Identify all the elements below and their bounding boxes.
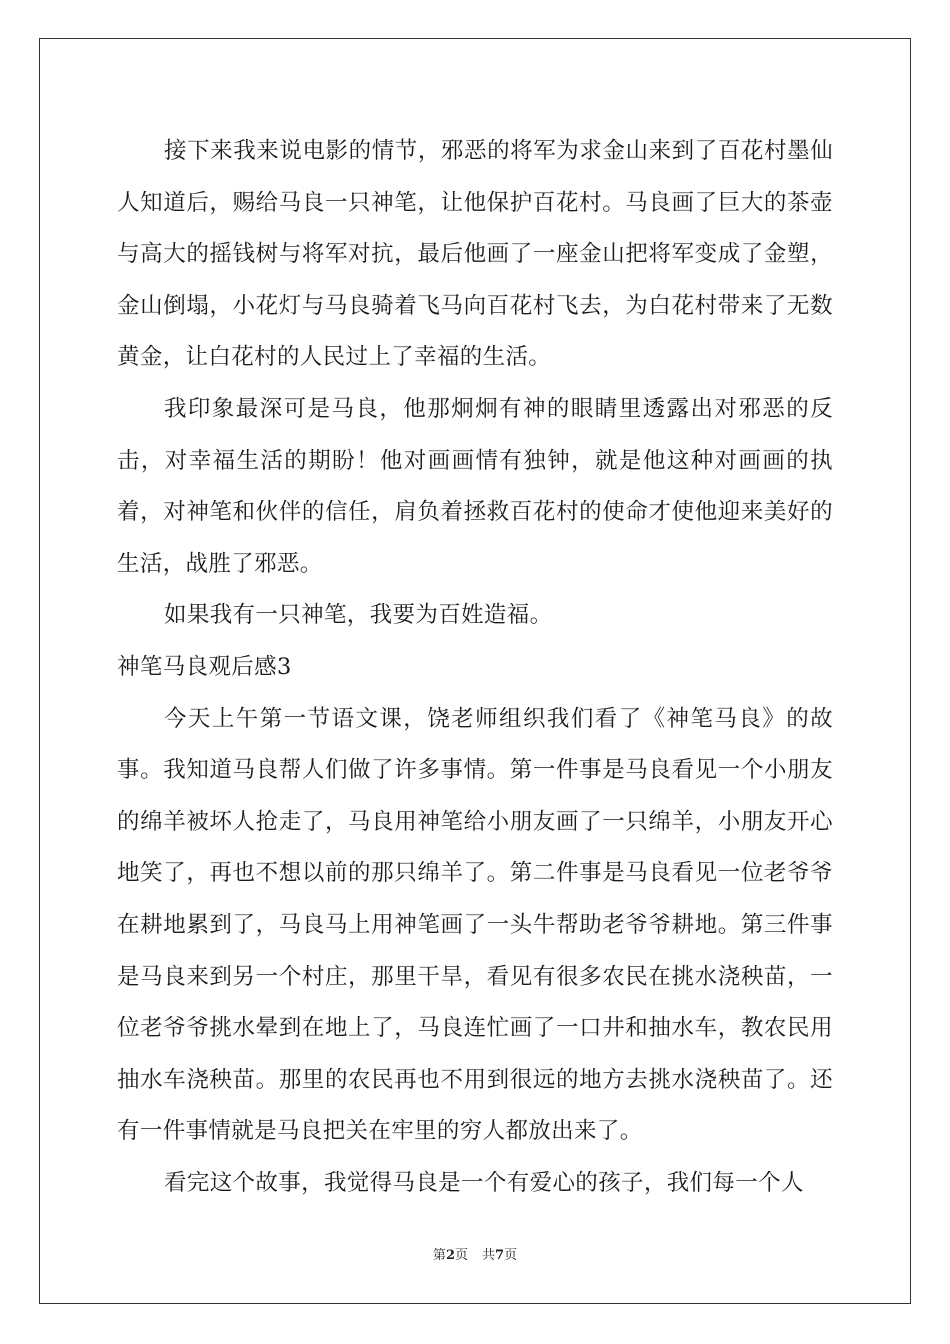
paragraph: 今天上午第一节语文课，饶老师组织我们看了《神笔马良》的故事。我知道马良帮人们做了许多事情。第一件事是马良看见一个小朋友的绵羊被坏人抢走了，马良用神笔给小朋友画了一只绵羊，小朋友开心地笑了，再也不想以前的那只绵羊了。第二件事是马良看见一位老爷爷在耕地累到了，马良马上用神笔画了一头牛帮助老爷爷耕地。第三件事是马良来到另一个村庄，那里干旱，看见有很多农民在挑水浇秧苗，一位老爷爷挑水晕到在地上了，马良连忙画了一口井和抽水车，教农民用抽水车浇秧苗。那里的农民再也不用到很远的地方去挑水浇秧苗了。还有一件事情就是马良把关在牢里的穷人都放出来了。	[117, 705, 833, 1145]
current-page-number: 2	[445, 1248, 455, 1263]
paragraph: 接下来我来说电影的情节，邪恶的将军为求金山来到了百花村墨仙人知道后，赐给马良一只神笔，让他保护百花村。马良画了巨大的茶壶与高大的摇钱树与将军对抗，最后他画了一座金山把将军变成了金塑，金山倒塌，小花灯与马良骑着飞马向百花村飞去，为白花村带来了无数黄金，让白花村的人民过上了幸福的生活。	[117, 138, 833, 371]
page-suffix: 页	[454, 1248, 468, 1263]
paragraph: 如果我有一只神笔，我要为百姓造福。	[164, 602, 553, 629]
page-footer	[0, 1247, 950, 1265]
total-suffix: 页	[504, 1248, 518, 1263]
page-prefix: 第	[432, 1248, 446, 1263]
total-page-number: 7	[495, 1248, 505, 1263]
paragraph: 我印象最深可是马良，他那炯炯有神的眼睛里透露出对邪恶的反击，对幸福生活的期盼！他对画画情有独钟，就是他这种对画画的执着，对神笔和伙伴的信任，肩负着拯救百花村的使命才使他迎来美好的生活，战胜了邪恶。	[117, 395, 833, 577]
total-prefix: 共	[482, 1248, 496, 1263]
document-body	[117, 126, 833, 1209]
section-title: 神笔马良观后感3	[117, 653, 292, 680]
paragraph: 看完这个故事，我觉得马良是一个有爱心的孩子，我们每一个人	[164, 1169, 804, 1196]
